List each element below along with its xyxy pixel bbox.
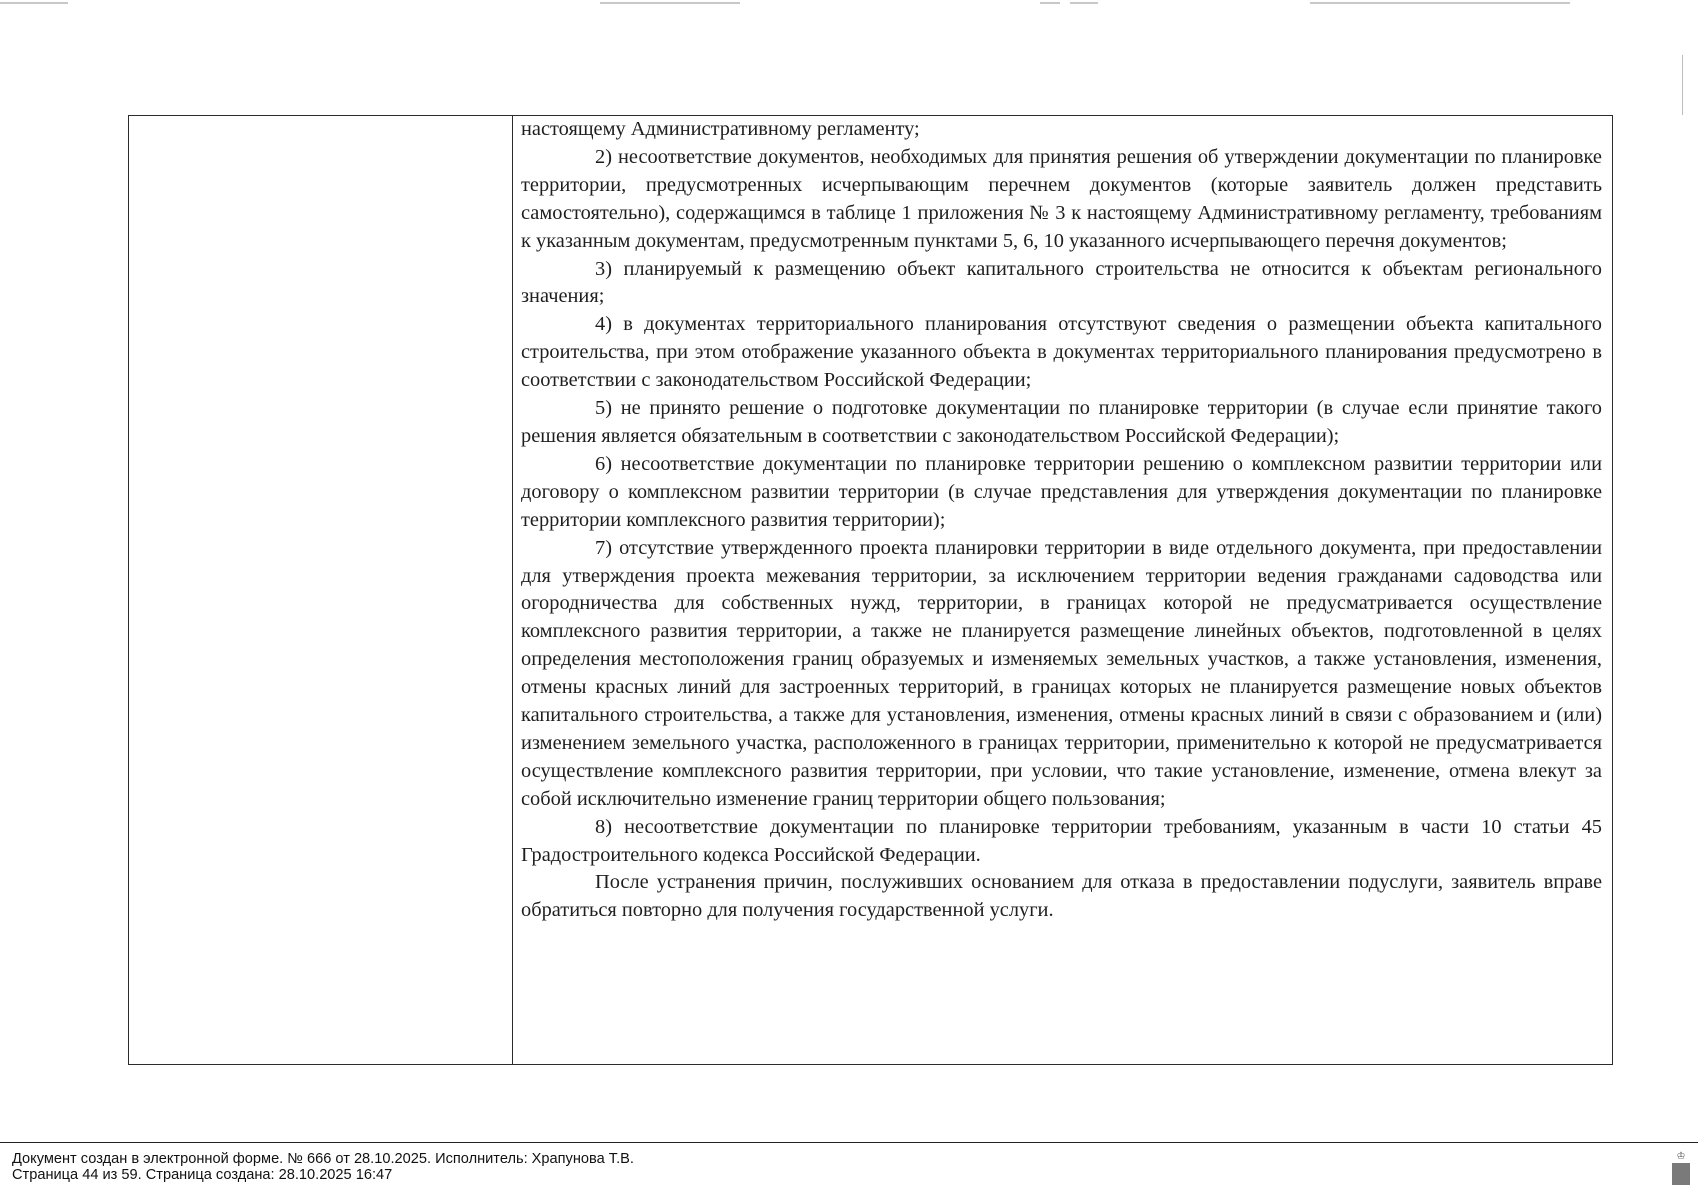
seal-icon: ♔ bbox=[1672, 1153, 1690, 1187]
footer-text bbox=[12, 1151, 634, 1183]
paragraph-item-4: 4) в документах территориального планирования отсутствуют сведения о размещении объекта капитального строительства, при этом отображение указанного объекта в документах территориального планирования предусмотрено в соответствии с законодательством Российской Федерации; bbox=[521, 313, 1602, 392]
paragraph-closing: После устранения причин, послуживших основанием для отказа в предоставлении подуслуги, заявитель вправе обратиться повторно для получения государственной услуги. bbox=[521, 871, 1602, 922]
scan-artifact bbox=[0, 2, 68, 4]
footer-page-info: Страница 44 из 59. Страница создана: 28.10.2025 16:47 bbox=[12, 1167, 393, 1183]
scan-artifact bbox=[600, 2, 740, 4]
paragraph-item-5: 5) не принято решение о подготовке документации по планировке территории (в случае если принятие такого решения является обязательным в соответствии с законодательством Российской Федерации); bbox=[521, 397, 1602, 447]
document-table bbox=[128, 115, 1613, 1065]
paragraph-item-3: 3) планируемый к размещению объект капитального строительства не относится к объектам регионального значения; bbox=[521, 257, 1602, 308]
scan-artifact bbox=[1070, 2, 1098, 4]
table-left-cell bbox=[129, 116, 513, 1064]
scan-artifact bbox=[1040, 2, 1060, 4]
paragraph-item-7: 7) отсутствие утвержденного проекта планировки территории в виде отдельного документа, при предоставлении для утверждения проекта межевания территории, за исключением территории ведения гражданами садоводства или огородничества для собственных нужд, территории, в границах которой не предусматривается осуществление комплексного развития территории, а также не планируется размещение линейных объектов, подготовленной в целях определения местоположения границ образуемых и изменяемых земельных участков, а также установления, изменения, отмены красных линий для застроенных территорий, в границах которых не планируется размещение новых объектов капитального строительства, а также для установления, изменения, отмены красных линий в связи с образованием и (или) изменением земельного участка, расположенного в границах территории, применительно к которой не предусматривается осуществление комплексного развития территории, при условии, что такие установление, изменение, отмена влекут за собой исключительно изменение границ территории общего пользования; bbox=[521, 536, 1602, 810]
table-right-cell bbox=[513, 116, 1612, 1064]
scan-artifact bbox=[1682, 55, 1683, 115]
paragraph-continuation: настоящему Административному регламенту; bbox=[521, 118, 920, 140]
paragraph-item-6: 6) несоответствие документации по планировке территории решению о комплексном развитии территории или договору о комплексном развитии территории (в случае представления для утверждения документации по планировке территории комплексного развития территории); bbox=[521, 452, 1602, 531]
scan-artifact bbox=[1310, 2, 1570, 4]
document-footer bbox=[0, 1142, 1698, 1201]
footer-document-info: Документ создан в электронной форме. № 666 от 28.10.2025. Исполнитель: Храпунова Т.В. bbox=[12, 1151, 634, 1167]
paragraph-item-2: 2) несоответствие документов, необходимых для принятия решения об утверждении документации по планировке территории, предусмотренных исчерпывающим перечнем документов (которые заявитель должен представить самостоятельно), содержащимся в таблице 1 приложения № 3 к настоящему Административному регламенту, требованиям к указанным документам, предусмотренным пунктами 5, 6, 10 указанного исчерпывающего перечня документов; bbox=[521, 145, 1602, 252]
paragraph-item-8: 8) несоответствие документации по планировке территории требованиям, указанным в части 10 статьи 45 Градостроительного кодекса Российской Федерации. bbox=[521, 815, 1602, 866]
